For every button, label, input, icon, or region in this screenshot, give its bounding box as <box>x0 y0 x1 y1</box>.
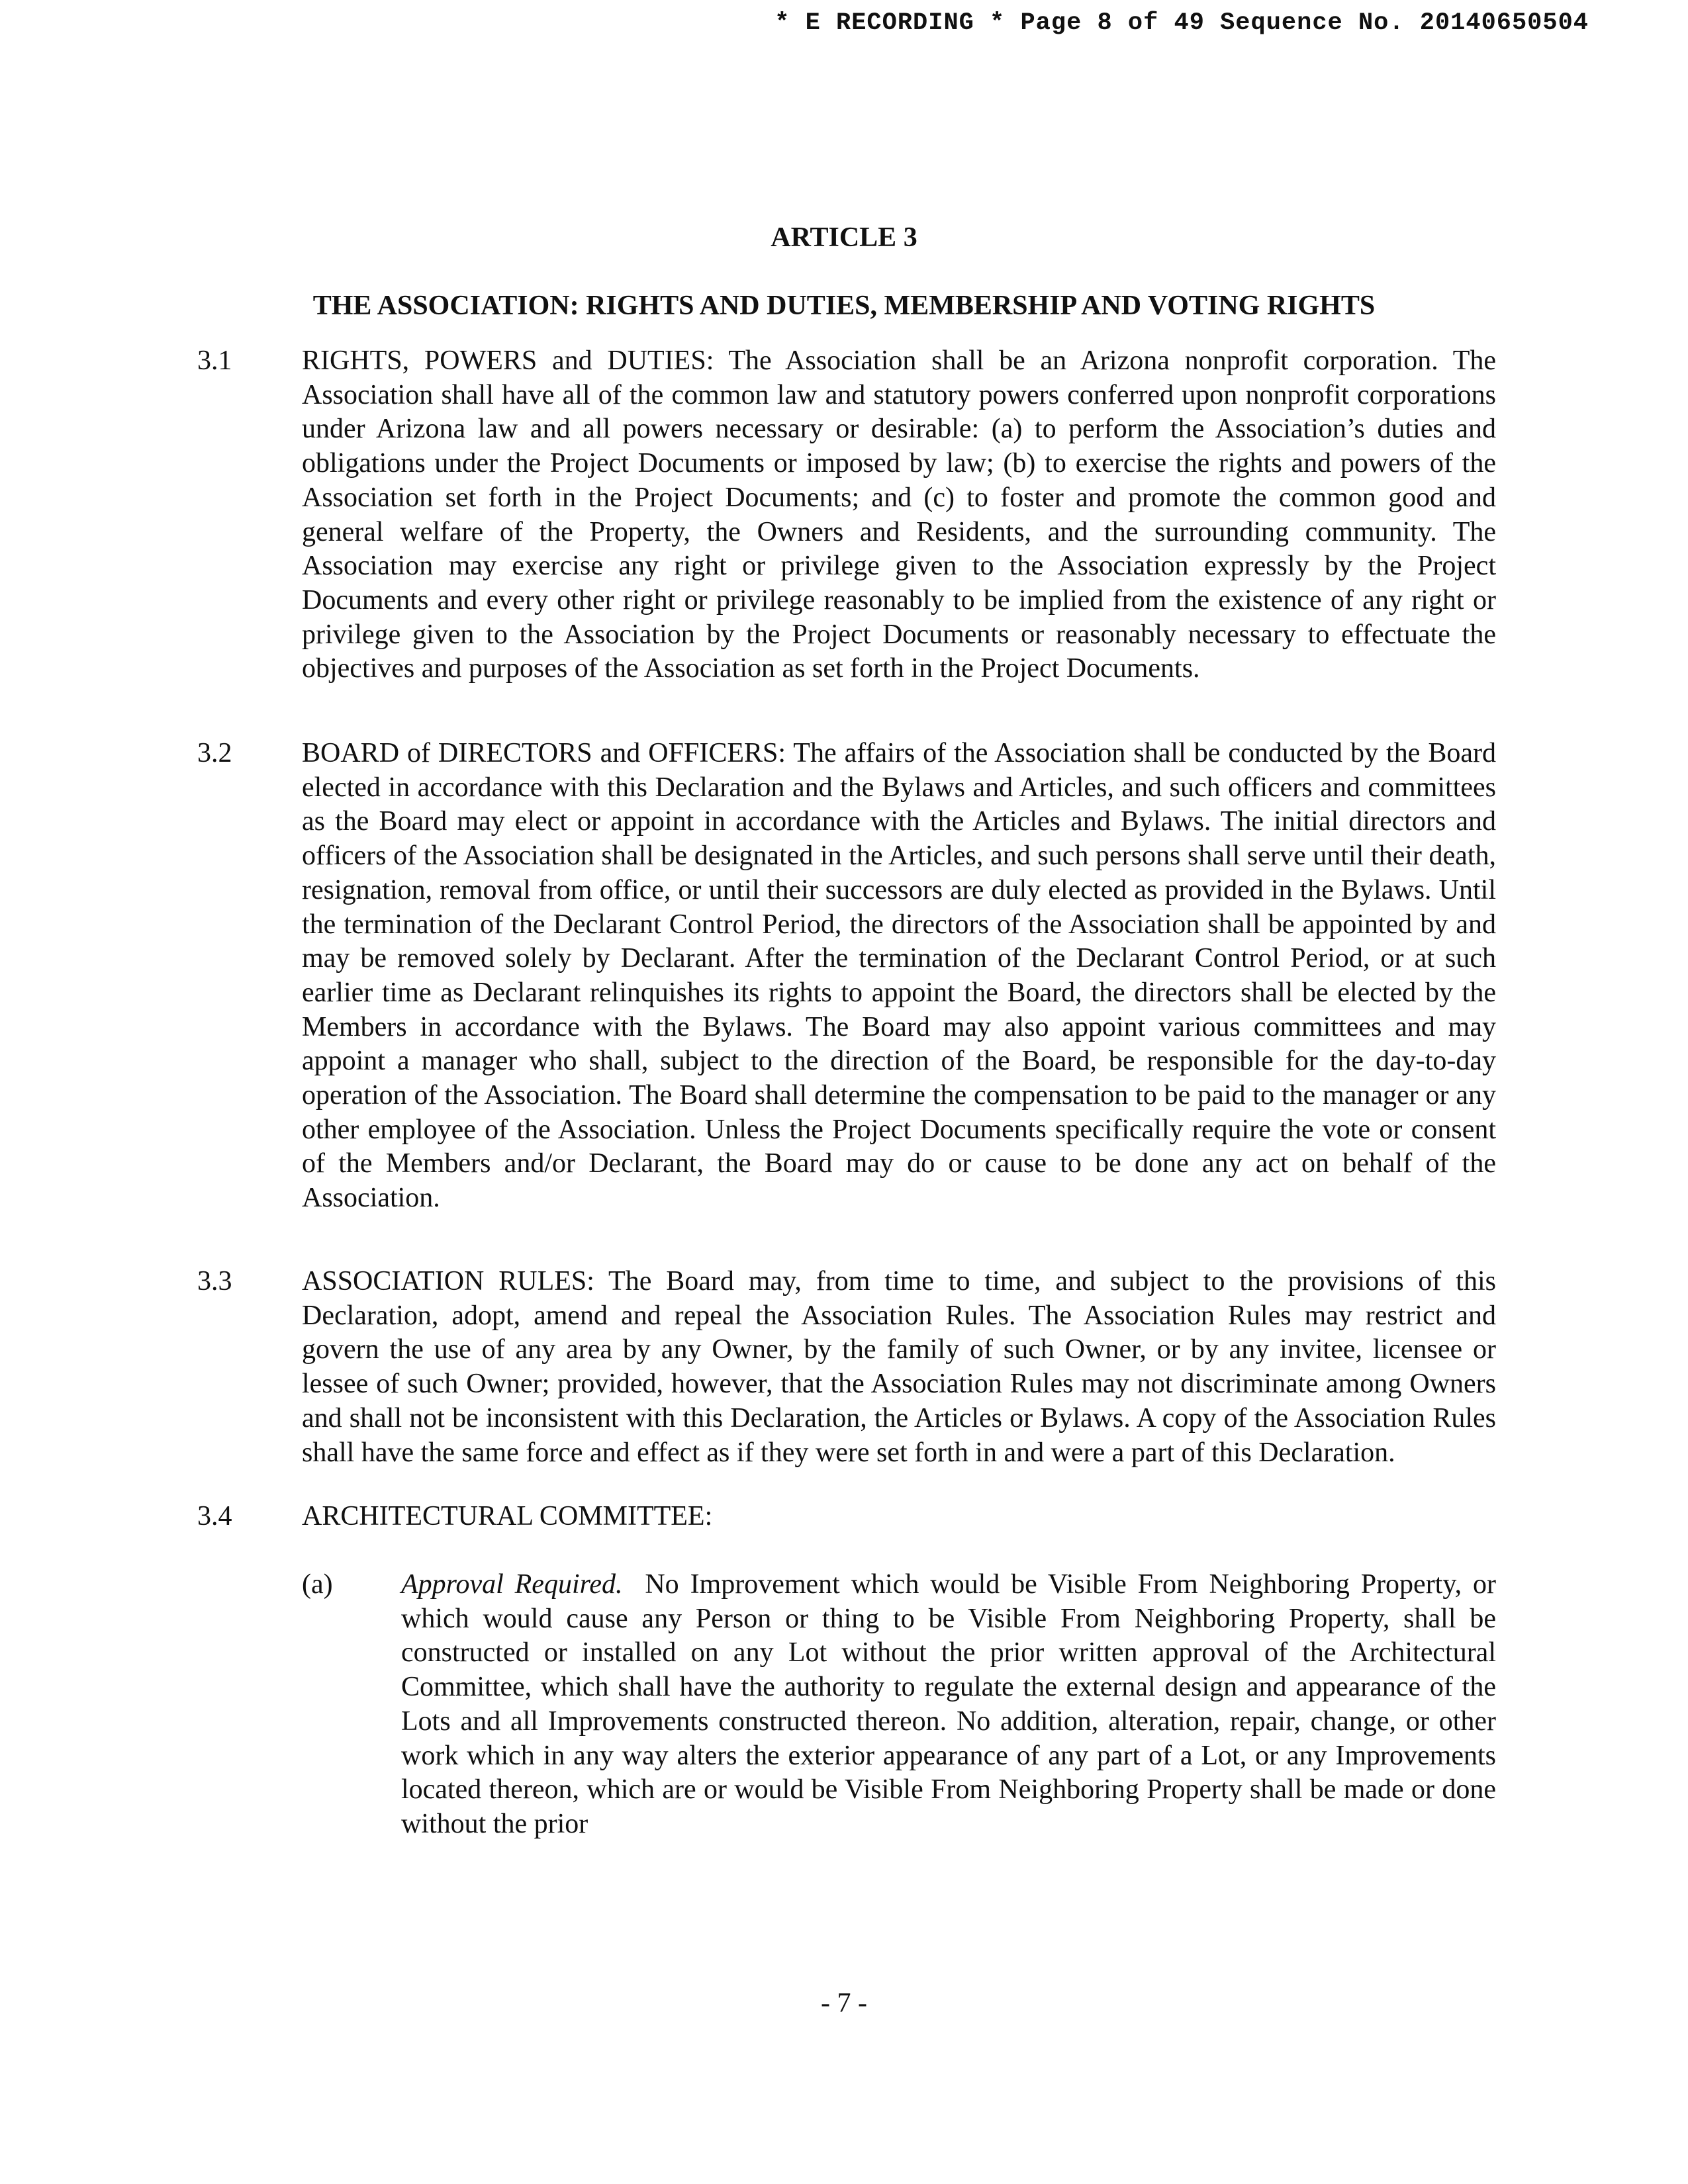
section-number: 3.4 <box>197 1501 232 1531</box>
section-number: 3.3 <box>197 1266 232 1297</box>
subsection-title: Approval Required. <box>401 1569 623 1600</box>
article-subtitle: THE ASSOCIATION: RIGHTS AND DUTIES, MEMBERSHIP AND VOTING RIGHTS <box>312 291 1376 321</box>
section-text: RIGHTS, POWERS and DUTIES: The Association shall be an Arizona nonprofit corporation. The Association shall have all of the common law and statutory powers conferred upon nonprofit corporations under Arizona law and all powers necessary or desirable: (a) to perform the Association’s duties and obligations under the Project Documents or imposed by law; (b) to exercise the rights and powers of the Association set forth in the Project Documents; and (c) to foster and promote the common good and general welfare of the Property, the Owners and Residents, and the surrounding community. The Association may exercise any right or privilege given to the Association expressly by the Project Documents and every other right or privilege reasonably to be implied from the existence of any right or privilege given to the Association by the Project Documents or reasonably necessary to effectuate the objectives and purposes of the Association as set forth in the Project Documents. <box>302 345 1496 684</box>
subsection-label: (a) <box>302 1569 333 1600</box>
section-number: 3.2 <box>197 738 232 768</box>
article-heading: ARTICLE 3 <box>771 222 917 253</box>
recording-stamp: * E RECORDING * Page 8 of 49 Sequence No. 20140650504 <box>774 9 1589 37</box>
section-3-4 <box>197 1500 1496 1534</box>
section-3-2 <box>197 737 1496 1216</box>
page-number: - 7 - <box>821 1988 867 2019</box>
subsection-text <box>401 1568 1496 1842</box>
subsection-body: No Improvement which would be Visible From Neighboring Property, or which would cause any Person or thing to be Visible From Neighboring Property, shall be constructed or installed on any Lot without the prior written approval of the Architectural Committee, which shall have the authority to regulate the external design and appearance of the Lots and all Improvements constructed thereon. No addition, alteration, repair, change, or other work which in any way alters the exterior appearance of any part of a Lot, or any Improvements located thereon, which are or would be Visible From Neighboring Property shall be made or done without the prior <box>401 1569 1497 1839</box>
section-3-1 <box>197 344 1496 686</box>
section-text: ASSOCIATION RULES: The Board may, from time to time, and subject to the provisions of this Declaration, adopt, amend and repeal the Association Rules. The Association Rules may restrict and govern the use of any area by any Owner, by the family of such Owner, or by any invitee, licensee or lessee of such Owner; provided, however, that the Association Rules may not discriminate among Owners and shall not be inconsistent with this Declaration, the Articles or Bylaws. A copy of the Association Rules shall have the same force and effect as if they were set forth in and were a part of this Declaration. <box>302 1266 1496 1468</box>
section-text: BOARD of DIRECTORS and OFFICERS: The affairs of the Association shall be conducted by the Board elected in accordance with this Declaration and the Bylaws and Articles, and such officers and committees as the Board may elect or appoint in accordance with the Articles and Bylaws. The initial directors and officers of the Association shall be designated in the Articles, and such persons shall serve until their death, resignation, removal from office, or until their successors are duly elected as provided in the Bylaws. Until the termination of the Declarant Control Period, the directors of the Association shall be appointed by and may be removed solely by Declarant. After the termination of the Declarant Control Period, or at such earlier time as Declarant relinquishes its rights to appoint the Board, the directors shall be elected by the Members in accordance with the Bylaws. The Board may also appoint various committees and may appoint a manager who shall, subject to the direction of the Board, be responsible for the day-to-day operation of the Association. The Board shall determine the compensation to be paid to the manager or any other employee of the Association. Unless the Project Documents specifically require the vote or consent of the Members and/or Declarant, the Board may do or cause to be done any act on behalf of the Association. <box>302 738 1496 1214</box>
section-text: ARCHITECTURAL COMMITTEE: <box>302 1501 713 1531</box>
section-3-3 <box>197 1265 1496 1470</box>
subsection-a <box>302 1568 1496 1842</box>
section-number: 3.1 <box>197 345 232 376</box>
